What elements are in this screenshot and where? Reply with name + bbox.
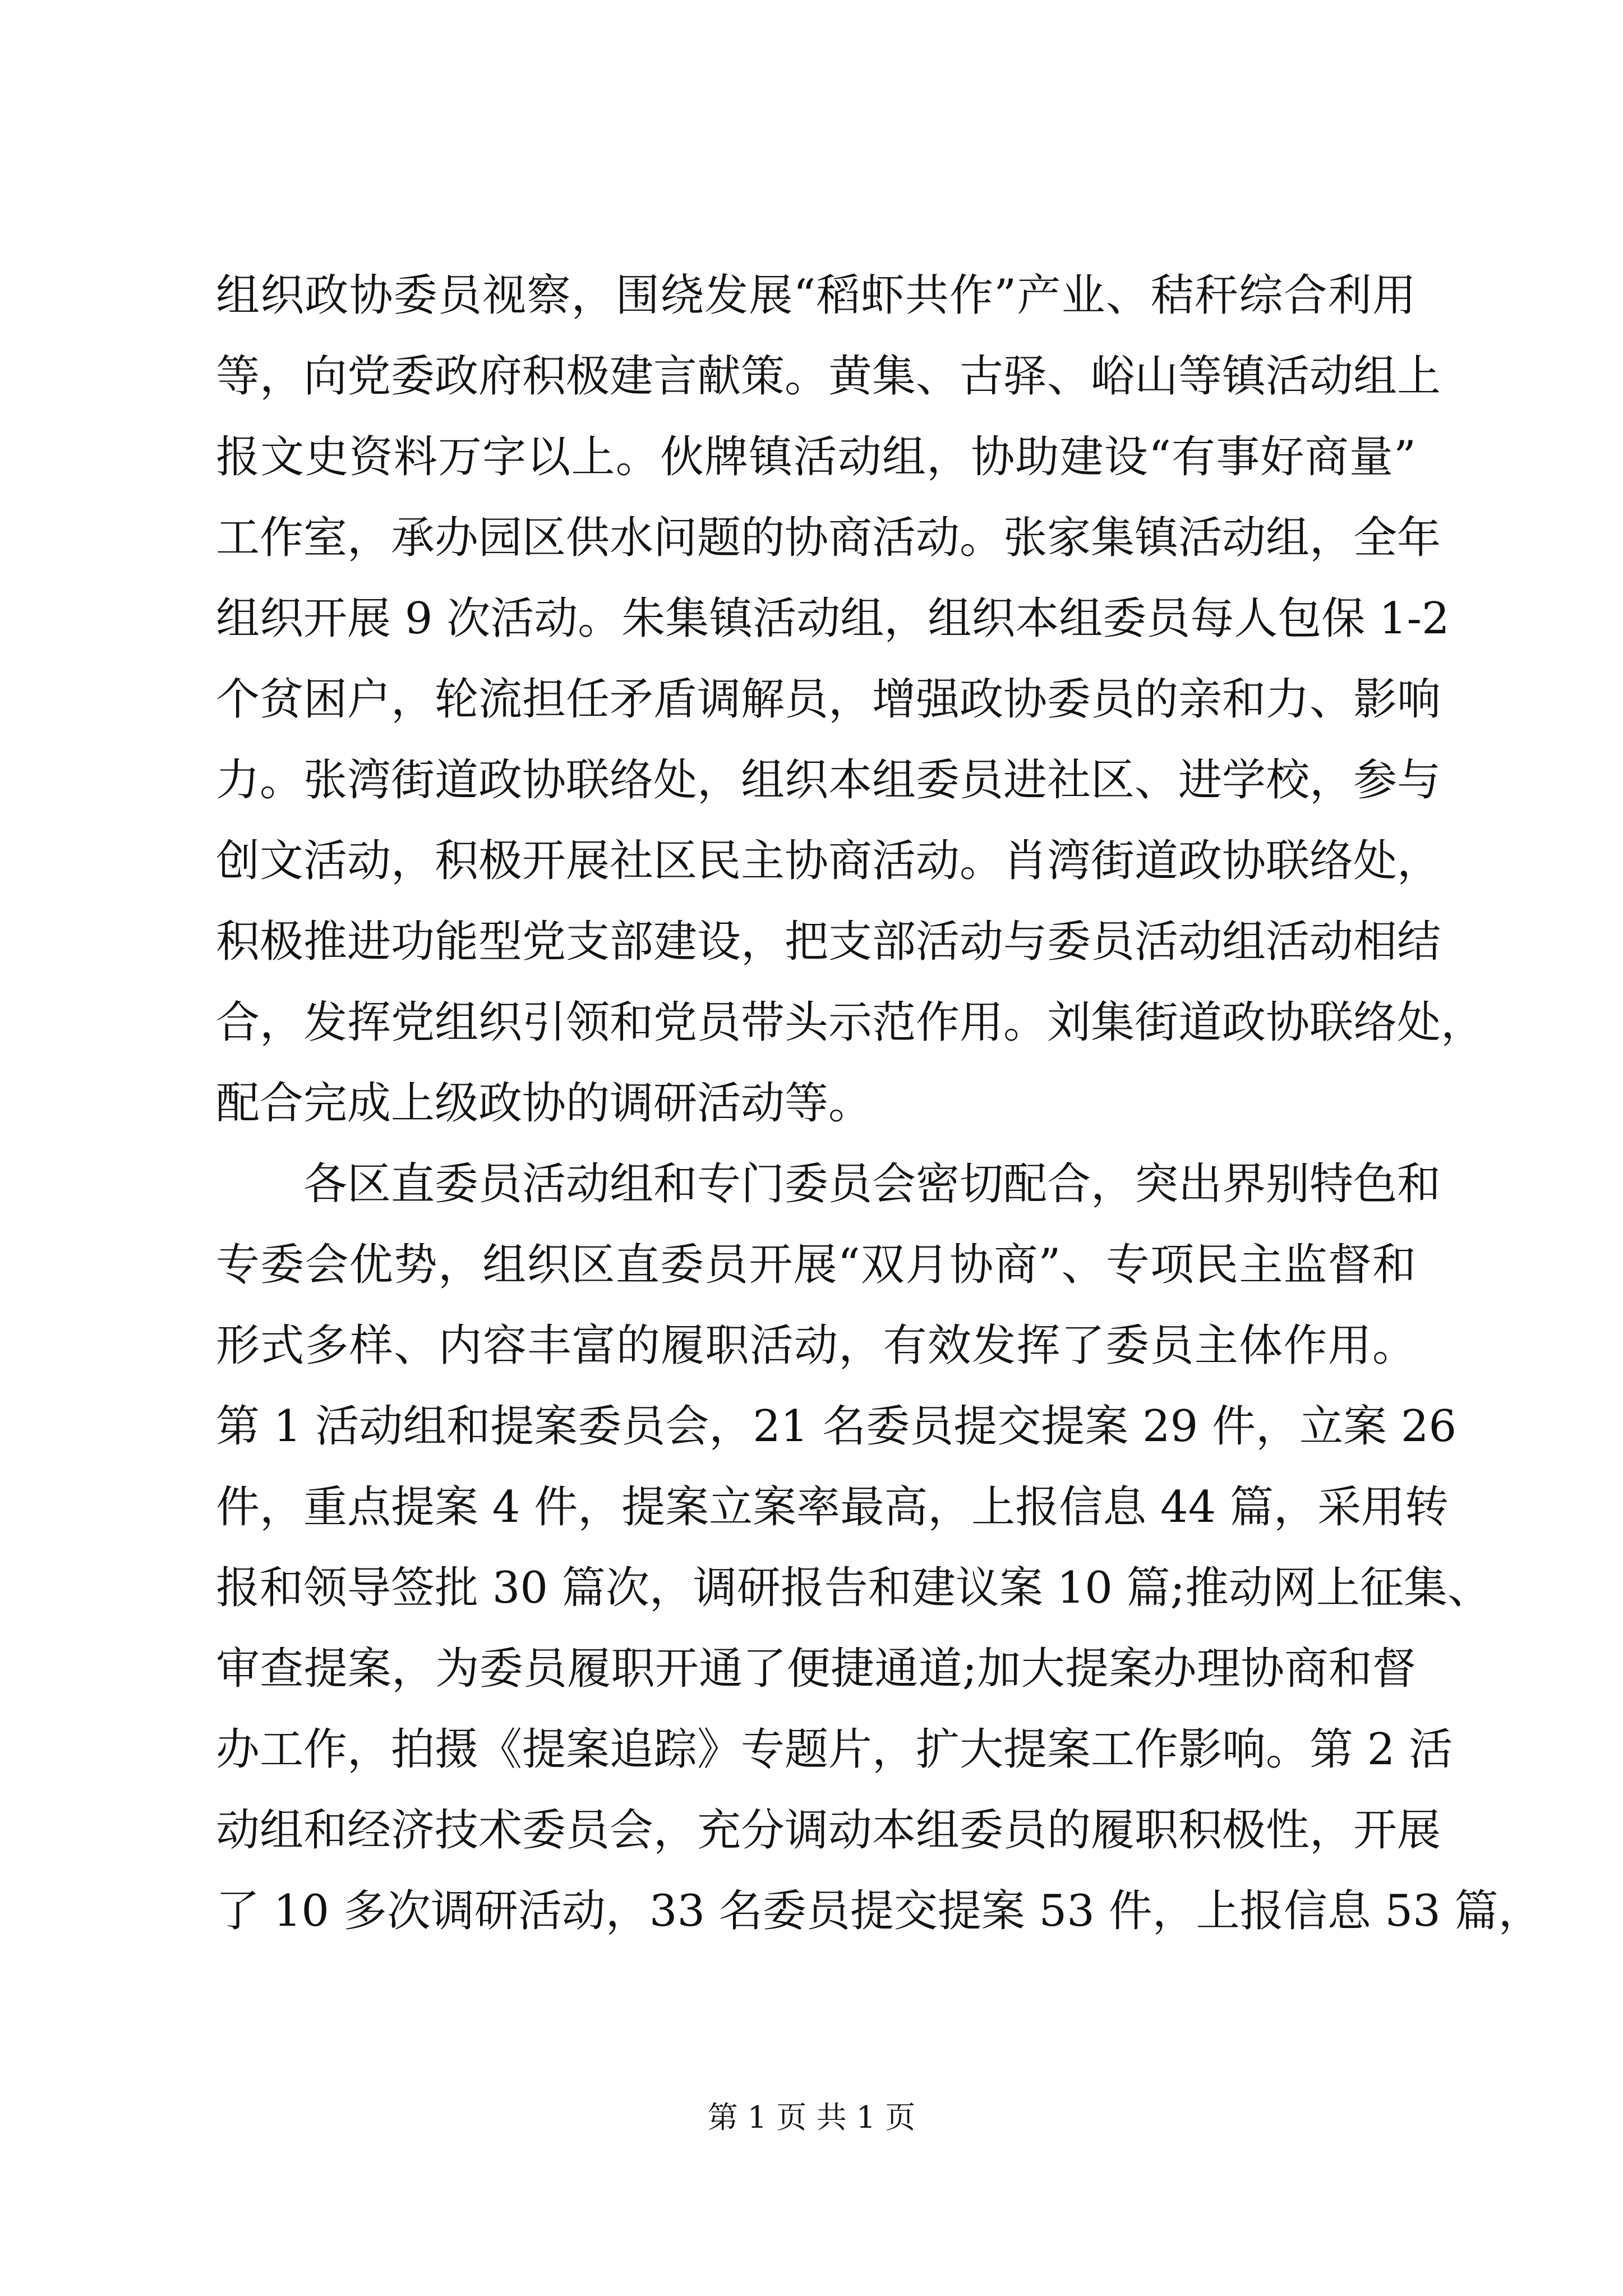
paragraph-line: 等，向党委政府积极建言献策。黄集、古驿、峪山等镇活动组上	[216, 351, 1441, 402]
paragraph-line: 积极推进功能型党支部建设，把支部活动与委员活动组活动相结	[216, 917, 1441, 967]
paragraph-line: 力。张湾街道政协联络处，组织本组委员进社区、进学校，参与	[216, 755, 1441, 806]
paragraph-line: 件，重点提案 4 件，提案立案率最高，上报信息 44 篇，采用转	[216, 1482, 1449, 1533]
paragraph-line: 第 1 活动组和提案委员会，21 名委员提交提案 29 件，立案 26	[216, 1401, 1457, 1452]
paragraph-line: 办工作，拍摄《提案追踪》专题片，扩大提案工作影响。第 2 活	[216, 1724, 1453, 1775]
document-body	[216, 255, 1542, 1952]
paragraph-line: 合，发挥党组织引领和党员带头示范作用。刘集街道政协联络处，	[216, 997, 1485, 1048]
paragraph-line: 形式多样、内容丰富的履职活动，有效发挥了委员主体作用。	[216, 1320, 1416, 1371]
paragraph-line: 创文活动，积极开展社区民主协商活动。肖湾街道政协联络处，	[216, 836, 1441, 886]
paragraph-line: 各区直委员活动组和专门委员会密切配合，突出界别特色和	[303, 1159, 1441, 1209]
paragraph-line: 报和领导签批 30 篇次，调研报告和建议案 10 篇;推动网上征集、	[216, 1563, 1491, 1613]
paragraph-line: 审查提案，为委员履职开通了便捷通道;加大提案办理协商和督	[216, 1644, 1416, 1694]
paragraph-line: 组织开展 9 次活动。朱集镇活动组，组织本组委员每人包保 1-2	[216, 593, 1450, 644]
paragraph-line: 专委会优势，组织区直委员开展“双月协商”、专项民主监督和	[216, 1240, 1416, 1290]
paragraph-line: 动组和经济技术委员会，充分调动本组委员的履职积极性，开展	[216, 1805, 1441, 1856]
paragraph-line: 组织政协委员视察，围绕发展“稻虾共作”产业、秸秆综合利用	[216, 270, 1416, 321]
paragraph-line: 了 10 多次调研活动，33 名委员提交提案 53 件，上报信息 53 篇，	[216, 1886, 1542, 1936]
page-number-footer: 第 1 页 共 1 页	[707, 2100, 916, 2135]
paragraph-line: 配合完成上级政协的调研活动等。	[216, 1078, 873, 1129]
paragraph-line: 工作室，承办园区供水问题的协商活动。张家集镇活动组，全年	[216, 513, 1441, 563]
paragraph-line: 报文史资料万字以上。伙牌镇活动组，协助建设“有事好商量”	[216, 432, 1416, 482]
paragraph-line: 个贫困户，轮流担任矛盾调解员，增强政协委员的亲和力、影响	[216, 674, 1441, 725]
